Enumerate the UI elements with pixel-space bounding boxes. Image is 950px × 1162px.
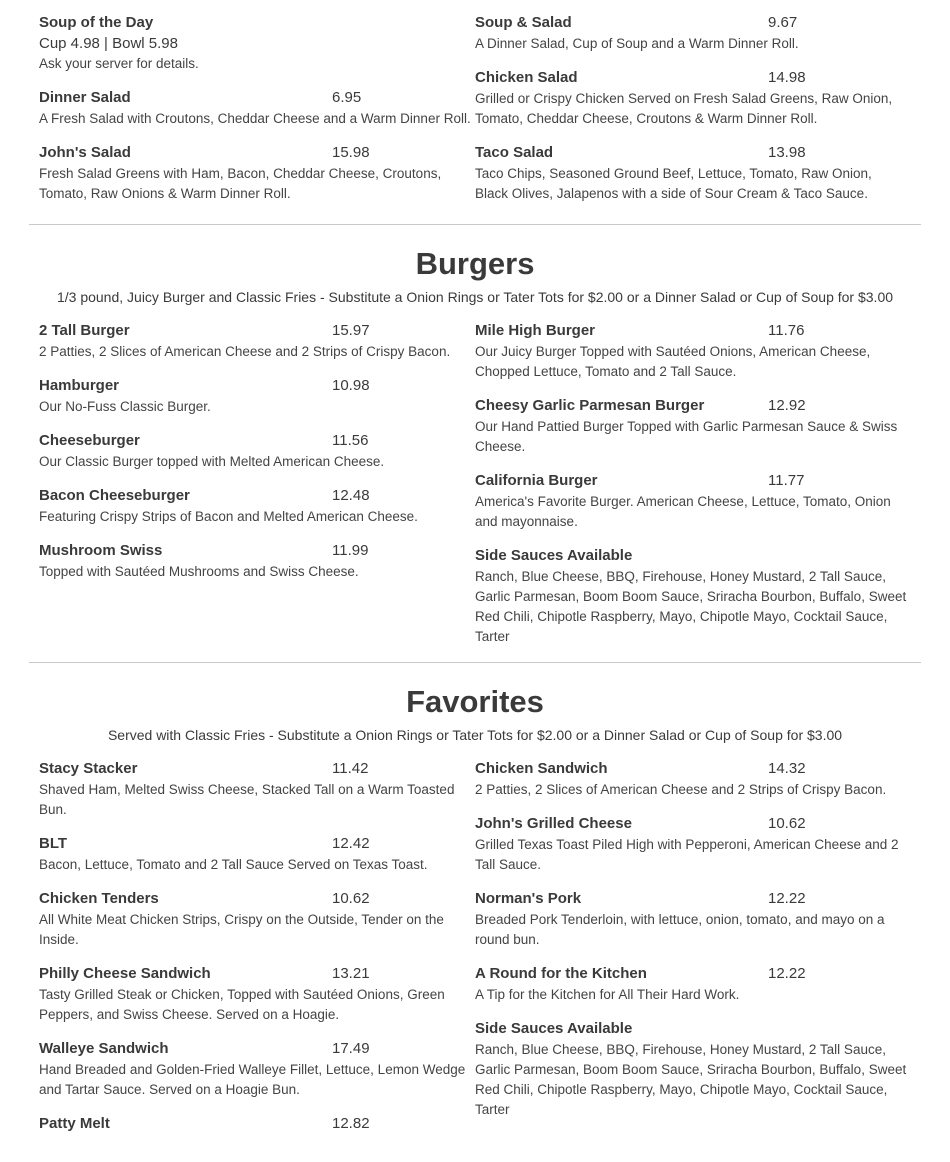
item-name: Dinner Salad bbox=[39, 89, 131, 106]
item-description: Grilled Texas Toast Piled High with Pepperoni, American Cheese and 2 Tall Sauce. bbox=[475, 837, 899, 872]
menu-columns bbox=[29, 760, 921, 1150]
menu-item bbox=[475, 69, 911, 129]
item-description: Bacon, Lettuce, Tomato and 2 Tall Sauce Served on Texas Toast. bbox=[39, 857, 428, 872]
item-name: John's Grilled Cheese bbox=[475, 815, 632, 832]
section-subtitle: Served with Classic Fries - Substitute a Onion Rings or Tater Tots for $2.00 or a Dinner Salad or Cup of Soup for $3.00 bbox=[107, 727, 843, 743]
menu-columns bbox=[29, 14, 921, 219]
section-divider bbox=[29, 662, 921, 663]
item-price: 10.62 bbox=[768, 815, 806, 832]
item-name: Mile High Burger bbox=[475, 322, 596, 339]
item-price: 6.95 bbox=[332, 89, 362, 106]
item-price: 12.92 bbox=[768, 397, 806, 414]
item-description: 2 Patties, 2 Slices of American Cheese and 2 Strips of Crispy Bacon. bbox=[39, 344, 451, 359]
menu-item bbox=[475, 760, 911, 800]
item-price: 14.98 bbox=[768, 69, 806, 86]
menu-item bbox=[39, 144, 475, 204]
item-name: 2 Tall Burger bbox=[39, 322, 130, 339]
item-name: Bacon Cheeseburger bbox=[39, 487, 190, 504]
item-name: John's Salad bbox=[39, 144, 131, 161]
menu-item bbox=[39, 487, 475, 527]
menu-item bbox=[39, 377, 475, 417]
item-price: 9.67 bbox=[768, 14, 798, 31]
item-description: Ranch, Blue Cheese, BBQ, Firehouse, Honey Mustard, 2 Tall Sauce, Garlic Parmesan, Boom Boom Sauce, Sriracha Bourbon, Buffalo, Sweet Red Chili, Chipotle Raspberry, Mayo, Chipotle Mayo, Cocktail Sauce, Tarter bbox=[475, 569, 907, 644]
item-name: Taco Salad bbox=[475, 144, 554, 161]
menu-item bbox=[39, 14, 475, 74]
menu-item bbox=[39, 835, 475, 875]
item-name: BLT bbox=[39, 835, 68, 852]
item-price: 11.56 bbox=[332, 432, 369, 449]
item-price: 14.32 bbox=[768, 760, 806, 777]
item-name: Mushroom Swiss bbox=[39, 542, 163, 559]
left-column bbox=[39, 14, 475, 219]
item-name: Cheesy Garlic Parmesan Burger bbox=[475, 397, 705, 414]
item-description: 2 Patties, 2 Slices of American Cheese and 2 Strips of Crispy Bacon. bbox=[475, 782, 887, 797]
item-description: Our Hand Pattied Burger Topped with Garlic Parmesan Sauce & Swiss Cheese. bbox=[475, 419, 898, 454]
item-description: All White Meat Chicken Strips, Crispy on the Outside, Tender on the Inside. bbox=[39, 912, 444, 947]
item-price: 17.49 bbox=[332, 1040, 370, 1057]
item-name: Patty Melt bbox=[39, 1115, 110, 1132]
item-description: Fresh Salad Greens with Ham, Bacon, Cheddar Cheese, Croutons, Tomato, Raw Onions & Warm Dinner Roll. bbox=[39, 166, 442, 201]
menu-item bbox=[39, 965, 475, 1025]
item-description: A Fresh Salad with Croutons, Cheddar Cheese and a Warm Dinner Roll. bbox=[39, 111, 471, 126]
item-description: Shaved Ham, Melted Swiss Cheese, Stacked Tall on a Warm Toasted Bun. bbox=[39, 782, 455, 817]
item-name: Philly Cheese Sandwich bbox=[39, 965, 211, 982]
menu-item bbox=[475, 14, 911, 54]
item-sizes: Cup 4.98 | Bowl 5.98 bbox=[39, 35, 178, 52]
side-sauces bbox=[475, 1020, 911, 1120]
section-favorites bbox=[0, 684, 950, 1150]
menu-item bbox=[475, 472, 911, 532]
item-description: Hand Breaded and Golden-Fried Walleye Fillet, Lettuce, Lemon Wedge and Tartar Sauce. Served on a Hoagie Bun. bbox=[39, 1062, 466, 1097]
right-column bbox=[475, 14, 911, 219]
section-divider bbox=[29, 224, 921, 225]
item-name: Walleye Sandwich bbox=[39, 1040, 169, 1057]
menu-item bbox=[39, 322, 475, 362]
item-price: 15.98 bbox=[332, 144, 370, 161]
item-name: Chicken Salad bbox=[475, 69, 578, 86]
item-price: 13.98 bbox=[768, 144, 806, 161]
left-column bbox=[39, 760, 475, 1150]
item-name: Side Sauces Available bbox=[475, 1020, 633, 1037]
item-price: 11.42 bbox=[332, 760, 369, 777]
item-price: 12.42 bbox=[332, 835, 370, 852]
side-sauces bbox=[475, 547, 911, 647]
item-price: 13.21 bbox=[332, 965, 370, 982]
item-price: 12.82 bbox=[332, 1115, 370, 1132]
menu-item bbox=[475, 965, 911, 1005]
section-subtitle: 1/3 pound, Juicy Burger and Classic Fries - Substitute a Onion Rings or Tater Tots for $2.00 or a Dinner Salad or Cup of Soup for $3.00 bbox=[56, 289, 894, 305]
menu-item bbox=[475, 397, 911, 457]
menu-item bbox=[475, 144, 911, 204]
item-description: Topped with Sautéed Mushrooms and Swiss Cheese. bbox=[39, 564, 359, 579]
item-price: 15.97 bbox=[332, 322, 370, 339]
item-price: 11.99 bbox=[332, 542, 369, 559]
menu-columns bbox=[29, 322, 921, 662]
item-name: Side Sauces Available bbox=[475, 547, 633, 564]
item-description: America's Favorite Burger. American Cheese, Lettuce, Tomato, Onion and mayonnaise. bbox=[475, 494, 891, 529]
item-name: Chicken Sandwich bbox=[475, 760, 608, 777]
menu-item bbox=[39, 432, 475, 472]
item-description: A Dinner Salad, Cup of Soup and a Warm Dinner Roll. bbox=[475, 36, 799, 51]
section-title: Favorites bbox=[406, 684, 544, 719]
item-name: Stacy Stacker bbox=[39, 760, 138, 777]
item-name: Norman's Pork bbox=[475, 890, 582, 907]
item-name: California Burger bbox=[475, 472, 598, 489]
item-name: Soup of the Day bbox=[39, 14, 154, 31]
menu-item bbox=[39, 890, 475, 950]
item-price: 12.22 bbox=[768, 965, 806, 982]
menu-item bbox=[39, 1115, 475, 1135]
menu-item bbox=[39, 542, 475, 582]
section-title: Burgers bbox=[415, 246, 535, 281]
item-name: Soup & Salad bbox=[475, 14, 572, 31]
menu-item bbox=[475, 322, 911, 382]
item-description: Ask your server for details. bbox=[39, 56, 199, 71]
item-price: 11.76 bbox=[768, 322, 805, 339]
section-soup-salads bbox=[0, 0, 950, 225]
item-description: Breaded Pork Tenderloin, with lettuce, onion, tomato, and mayo on a round bun. bbox=[475, 912, 885, 947]
item-description: Our Classic Burger topped with Melted American Cheese. bbox=[39, 454, 385, 469]
item-price: 11.77 bbox=[768, 472, 805, 489]
right-column bbox=[475, 322, 911, 662]
menu-item bbox=[39, 1040, 475, 1100]
item-description: Our Juicy Burger Topped with Sautéed Onions, American Cheese, Chopped Lettuce, Tomato and 2 Tall Sauce. bbox=[475, 344, 871, 379]
item-description: Ranch, Blue Cheese, BBQ, Firehouse, Honey Mustard, 2 Tall Sauce, Garlic Parmesan, Boom Boom Sauce, Sriracha Bourbon, Buffalo, Sweet Red Chili, Chipotle Raspberry, Mayo, Chipotle Mayo, Cocktail Sauce, Tarter bbox=[475, 1042, 907, 1117]
menu-item bbox=[475, 890, 911, 950]
item-price: 10.62 bbox=[332, 890, 370, 907]
menu-item bbox=[39, 89, 475, 129]
item-price: 12.48 bbox=[332, 487, 370, 504]
item-description: Tasty Grilled Steak or Chicken, Topped with Sautéed Onions, Green Peppers, and Swiss Cheese. Served on a Hoagie. bbox=[39, 987, 445, 1022]
item-description: Taco Chips, Seasoned Ground Beef, Lettuce, Tomato, Raw Onion, Black Olives, Jalapenos with a side of Sour Cream & Taco Sauce. bbox=[475, 166, 872, 201]
item-description: Featuring Crispy Strips of Bacon and Melted American Cheese. bbox=[39, 509, 418, 524]
item-name: Chicken Tenders bbox=[39, 890, 159, 907]
item-description: Our No-Fuss Classic Burger. bbox=[39, 399, 211, 414]
item-price: 10.98 bbox=[332, 377, 370, 394]
section-burgers bbox=[0, 246, 950, 663]
right-column bbox=[475, 760, 911, 1150]
item-description: Grilled or Crispy Chicken Served on Fresh Salad Greens, Raw Onion, Tomato, Cheddar Cheese, Croutons & Warm Dinner Roll. bbox=[475, 91, 893, 126]
item-description: A Tip for the Kitchen for All Their Hard Work. bbox=[475, 987, 740, 1002]
item-price: 12.22 bbox=[768, 890, 806, 907]
left-column bbox=[39, 322, 475, 662]
item-name: Hamburger bbox=[39, 377, 120, 394]
menu-item bbox=[39, 760, 475, 820]
menu-item bbox=[475, 815, 911, 875]
item-name: A Round for the Kitchen bbox=[475, 965, 647, 982]
item-name: Cheeseburger bbox=[39, 432, 140, 449]
